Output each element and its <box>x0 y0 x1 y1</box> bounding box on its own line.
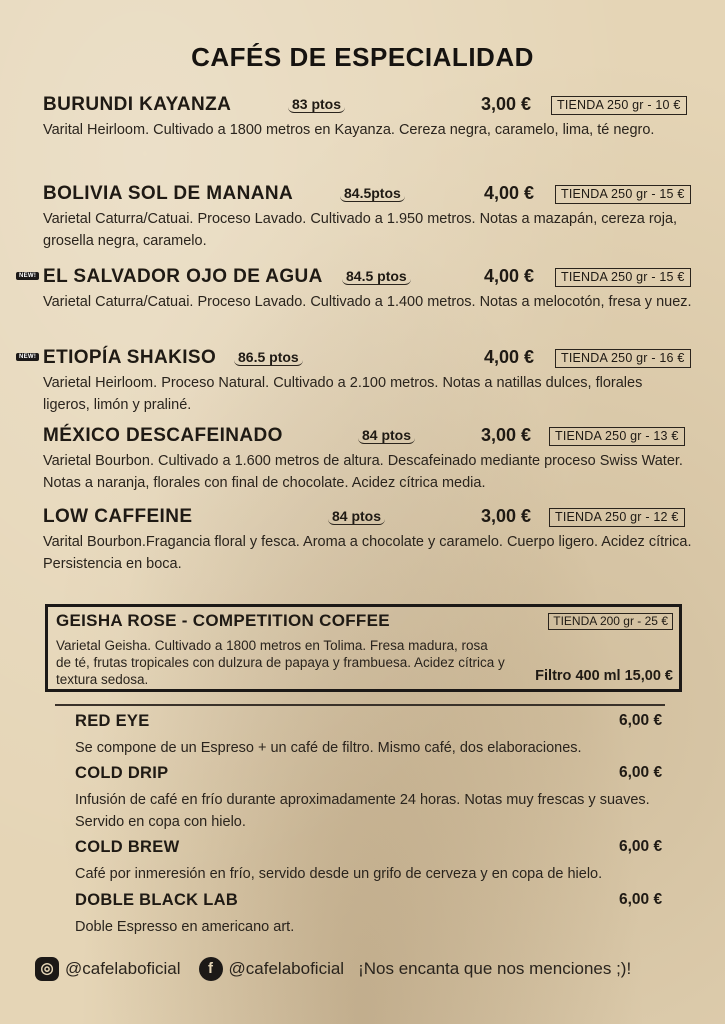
coffee-price: 3,00 € <box>481 94 532 114</box>
drink-description: Infusión de café en frío durante aproximadamente 24 horas. Notas muy frescas y suaves. Servido en copa con hielo. <box>75 792 650 830</box>
facebook-handle[interactable]: @cafelaboficial <box>228 959 345 978</box>
new-badge: NEW! <box>16 272 39 280</box>
page-title: CAFÉS DE ESPECIALIDAD <box>191 42 534 72</box>
coffee-score: 84 ptos <box>358 427 415 444</box>
coffee-price: 4,00 € <box>484 347 535 367</box>
featured-coffee-box <box>45 604 682 692</box>
instagram-icon[interactable]: ◎ <box>35 957 59 981</box>
coffee-tienda-price: TIENDA 250 gr - 13 € <box>549 427 685 446</box>
coffee-score: 83 ptos <box>288 96 345 113</box>
coffee-name: LOW CAFFEINE <box>43 506 193 527</box>
coffee-description: Varietal Heirloom. Proceso Natural. Cultivado a 2.100 metros. Notas a natillas dulces, florales ligeros, limón y praliné. <box>43 375 643 413</box>
facebook-icon[interactable]: f <box>199 957 223 981</box>
social-footer <box>35 957 631 981</box>
drink-name: COLD BREW <box>75 838 180 856</box>
featured-price: Filtro 400 ml 15,00 € <box>535 668 673 684</box>
footer-message: ¡Nos encanta que nos menciones ;)! <box>358 959 632 978</box>
coffee-score: 86.5 ptos <box>234 349 303 366</box>
drink-price: 6,00 € <box>619 712 663 729</box>
coffee-name: EL SALVADOR OJO DE AGUA <box>43 266 323 287</box>
coffee-name: ETIOPÍA SHAKISO <box>43 347 217 368</box>
featured-tienda-price: TIENDA 200 gr - 25 € <box>548 613 673 630</box>
coffee-price: 3,00 € <box>481 506 532 526</box>
coffee-tienda-price: TIENDA 250 gr - 15 € <box>555 268 691 287</box>
drink-name: COLD DRIP <box>75 764 169 782</box>
coffee-tienda-price: TIENDA 250 gr - 10 € <box>551 96 687 115</box>
instagram-handle[interactable]: @cafelaboficial <box>65 959 181 978</box>
coffee-description: Varietal Caturra/Catuai. Proceso Lavado. Cultivado a 1.400 metros. Notas a melocotón, fresa y nuez. <box>43 294 692 310</box>
coffee-description: Varital Heirloom. Cultivado a 1800 metros en Kayanza. Cereza negra, caramelo, lima, té negro. <box>43 122 655 138</box>
coffee-price: 3,00 € <box>481 425 532 445</box>
drink-price: 6,00 € <box>619 838 663 855</box>
drink-name: RED EYE <box>75 712 150 730</box>
coffee-description: Varietal Caturra/Catuai. Proceso Lavado. Cultivado a 1.950 metros. Notas a mazapán, cereza roja, grosella negra, caramelo. <box>43 211 678 249</box>
coffee-score: 84.5ptos <box>340 185 405 202</box>
coffee-name: BURUNDI KAYANZA <box>43 94 232 115</box>
coffee-name: BOLIVIA SOL DE MANANA <box>43 183 294 204</box>
coffee-name: MÉXICO DESCAFEINADO <box>43 425 283 446</box>
featured-coffee-name: GEISHA ROSE - COMPETITION COFFEE <box>56 611 390 630</box>
coffee-tienda-price: TIENDA 250 gr - 16 € <box>555 349 691 368</box>
coffee-score: 84 ptos <box>328 508 385 525</box>
drink-price: 6,00 € <box>619 891 663 908</box>
drink-description: Se compone de un Espreso + un café de filtro. Mismo café, dos elaboraciones. <box>75 740 582 756</box>
new-badge: NEW! <box>16 353 39 361</box>
coffee-description: Varietal Bourbon. Cultivado a 1.600 metros de altura. Descafeinado mediante proceso Swiss Water. Notas a naranja, florales con final de chocolate. Acidez cítrica media. <box>43 453 683 491</box>
featured-description: Varietal Geisha. Cultivado a 1800 metros en Tolima. Fresa madura, rosa de té, frutas tropicales con dulzura de papaya y frambuesa. Acidez cítrica y textura sedosa. <box>56 638 505 687</box>
coffee-price: 4,00 € <box>484 183 535 203</box>
drink-price: 6,00 € <box>619 764 663 781</box>
drink-name: DOBLE BLACK LAB <box>75 891 239 909</box>
section-divider <box>55 704 665 706</box>
coffee-tienda-price: TIENDA 250 gr - 15 € <box>555 185 691 204</box>
coffee-tienda-price: TIENDA 250 gr - 12 € <box>549 508 685 527</box>
coffee-score: 84.5 ptos <box>342 268 411 285</box>
coffee-price: 4,00 € <box>484 266 535 286</box>
drink-description: Café por inmeresión en frío, servido desde un grifo de cerveza y en copa de hielo. <box>75 866 603 882</box>
coffee-description: Varital Bourbon.Fragancia floral y fesca. Aroma a chocolate y caramelo. Cuerpo ligero. Acidez cítrica. Persistencia en boca. <box>43 534 692 572</box>
drink-description: Doble Espresso en americano art. <box>75 919 295 935</box>
